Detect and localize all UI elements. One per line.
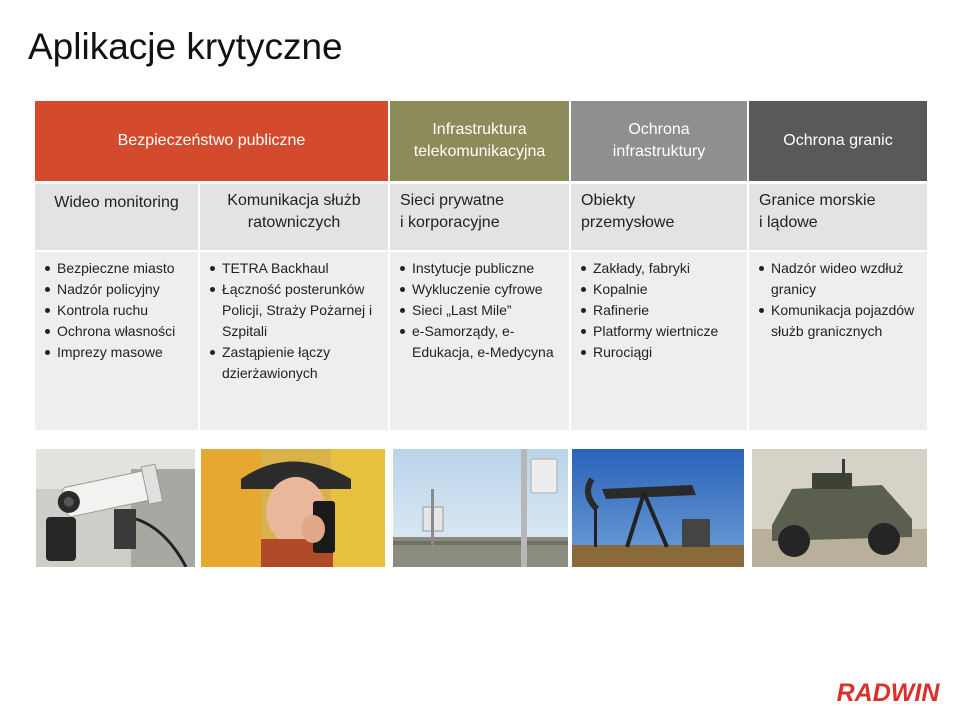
bullet-list xyxy=(206,258,382,384)
subheader-borders: Granice morskie i lądowe xyxy=(749,184,927,250)
firefighter-photo xyxy=(201,449,385,567)
subheader-video-monitoring: Wideo monitoring xyxy=(35,184,198,250)
list-item: Sieci „Last Mile” xyxy=(396,300,563,321)
bullet-list xyxy=(396,258,563,363)
column-body-0 xyxy=(35,252,198,430)
list-item: Łączność posterunków Policji, Straży Pożarnej i Szpitali xyxy=(206,279,382,342)
header-label: Ochrona infrastruktury xyxy=(612,121,706,160)
list-item: Nadzór policyjny xyxy=(41,279,192,300)
list-item: Komunikacja pojazdów służb granicznych xyxy=(755,300,921,342)
list-item: Ochrona własności xyxy=(41,321,192,342)
bullet-list xyxy=(755,258,921,342)
list-item: Instytucje publiczne xyxy=(396,258,563,279)
list-item: Wykluczenie cyfrowe xyxy=(396,279,563,300)
svg-text:RADWIN: RADWIN xyxy=(836,679,940,706)
antenna-photo xyxy=(393,449,568,567)
subheader-emergency-comms: Komunikacja służb ratowniczych xyxy=(200,184,388,250)
bullet-list xyxy=(41,258,192,363)
header-label: Ochrona granic xyxy=(783,132,893,149)
list-item: Nadzór wideo wzdłuż granicy xyxy=(755,258,921,300)
oil-pump-photo xyxy=(572,449,744,567)
column-body-3 xyxy=(571,252,747,430)
list-item: Zakłady, fabryki xyxy=(577,258,741,279)
bullet-list xyxy=(577,258,741,363)
radwin-logo-image xyxy=(832,678,944,706)
list-item: Platformy wiertnicze xyxy=(577,321,741,342)
column-body-1 xyxy=(200,252,388,430)
list-item: Rurociągi xyxy=(577,342,741,363)
list-item: Bezpieczne miasto xyxy=(41,258,192,279)
page-title: Aplikacje krytyczne xyxy=(28,26,343,67)
header-label: Infrastruktura telekomunikacyjna xyxy=(413,121,546,160)
header-label: Bezpieczeństwo publiczne xyxy=(117,132,306,149)
column-body-2 xyxy=(390,252,569,430)
list-item: TETRA Backhaul xyxy=(206,258,382,279)
list-item: Kontrola ruchu xyxy=(41,300,192,321)
list-item: Zastąpienie łączy dzierżawionych xyxy=(206,342,382,384)
camera-photo xyxy=(36,449,195,567)
list-item: Kopalnie xyxy=(577,279,741,300)
list-item: Rafinerie xyxy=(577,300,741,321)
list-item: e-Samorządy, e-Edukacja, e-Medycyna xyxy=(396,321,563,363)
header-infrastructure-protection xyxy=(571,101,747,181)
subheader-industrial-sites: Obiekty przemysłowe xyxy=(571,184,747,250)
header-border-protection xyxy=(749,101,927,181)
header-telecom-infrastructure xyxy=(390,101,569,181)
radwin-logo xyxy=(832,678,944,706)
military-vehicle-photo xyxy=(752,449,927,567)
column-body-4 xyxy=(749,252,927,430)
header-public-safety xyxy=(35,101,388,181)
subheader-private-networks: Sieci prywatne i korporacyjne xyxy=(390,184,569,250)
list-item: Imprezy masowe xyxy=(41,342,192,363)
